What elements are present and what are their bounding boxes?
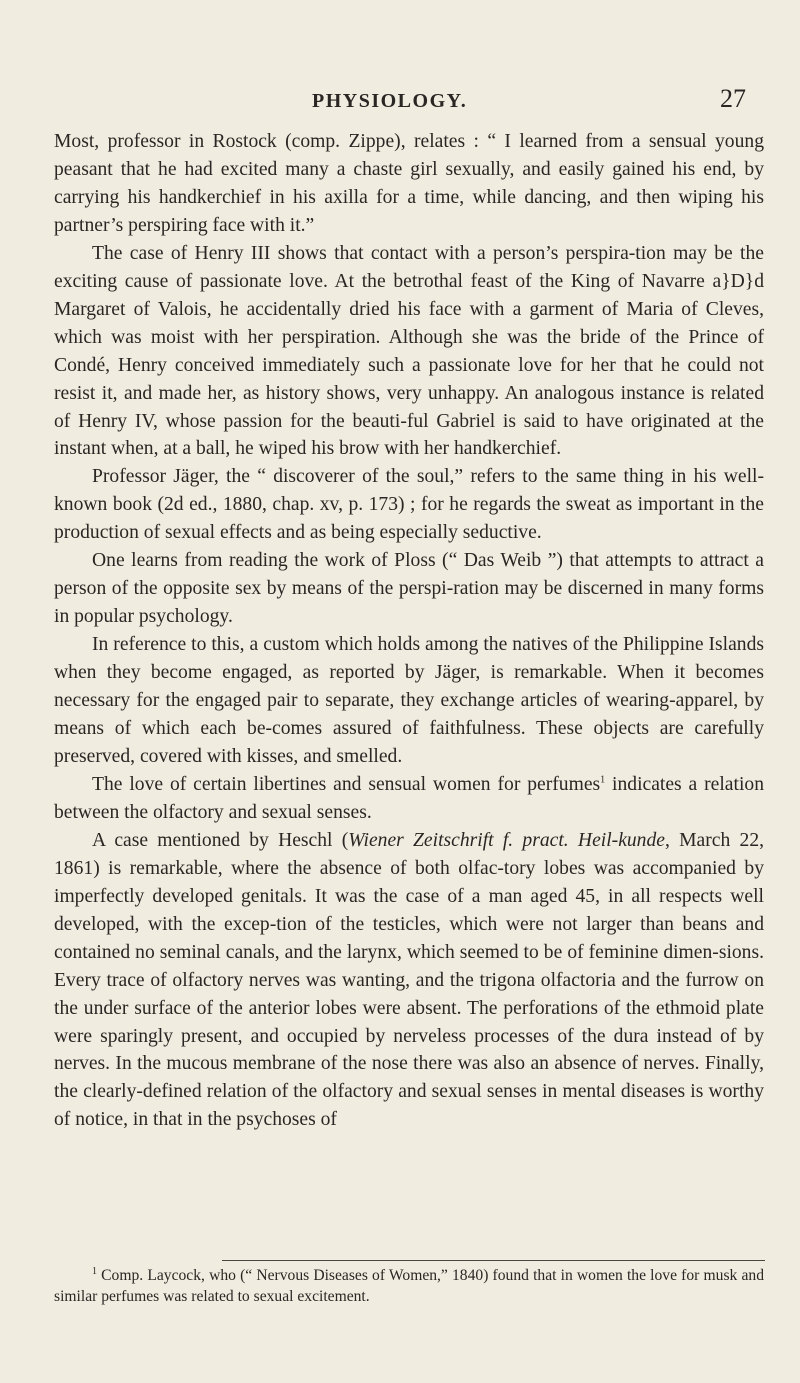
footnote-rule [222,1260,765,1261]
journal-title: Wiener Zeitschrift f. pract. Heil-kunde [348,829,665,851]
body-text [54,128,764,1134]
heschl-text-start: A case mentioned by Heschl ( [92,829,349,851]
perfumes-text: The love of certain libertines and sensual women for perfumes [92,773,601,795]
paragraph-philippine: In reference to this, a custom which holds among the natives of the Philippine Islands when they become engaged, as reported by Jäger, is remarkable. When it becomes necessary for the engaged pair to separate, they exchange articles of wearing-apparel, by means of which each be-comes assured of faithfulness. These objects are carefully preserved, covered with kisses, and smelled. [54,634,764,767]
heschl-text-rest: , March 22, 1861) is remarkable, where the absence of both olfac-tory lobes was accompanied by imperfectly developed genitals. It was the case of a man aged 45, in all respects well developed, with the excep-tion of the testicles, which were not larger than beans and contained no seminal canals, and the larynx, which seemed to be of feminine dimen-sions. Every trace of olfactory nerves was wanting, and the trigona olfactoria and the furrow on the under surface of the anterior lobes were absent. The perforations of the ethmoid plate were sparingly present, and occupied by nerveless processes of the dura instead of by nerves. In the mucous membrane of the nose there was also an absence of nerves. Finally, the clearly-defined relation of the olfactory and sexual senses in mental diseases is worthy of notice, in that in the psychoses of [54,829,765,1131]
page-number: 27 [720,84,746,113]
footnote-text: Comp. Laycock, who (“ Nervous Diseases of Women,” 1840) found that in women the love for musk and similar perfumes was related to sexual excitement. [54,1267,764,1305]
paragraph-henry-iii: The case of Henry III shows that contact with a person’s perspira-tion may be the exciting cause of passionate love. At the betrothal feast of the King of Navarre a}D}d Margaret of Valois, he accidentally dried his face with a garment of Maria of Cleves, which was moist with her perspiration. Although she was the bride of the Prince of Condé, Henry conceived immediately such a passionate love for her that he could not resist it, and made her, as history shows, very unhappy. An analogous instance is related of Henry IV, whose passion for the beauti-ful Gabriel is said to have originated at the instant when, at a ball, he wiped his brow with her handkerchief. [54,242,764,460]
paragraph-perfumes [54,771,764,827]
footnote-marker: 1 [92,1265,97,1277]
perfumes-text-end: indicates a relation between the olfactory and sexual senses. [54,773,764,823]
paragraph-ploss: One learns from reading the work of Ploss (“ Das Weib ”) that attempts to attract a person of the opposite sex by means of the perspi-ration may be discerned in many forms in popular psychology. [54,550,764,628]
paragraph-heschl [54,827,764,1134]
paragraph-most-rostock: Most, professor in Rostock (comp. Zippe), relates : “ I learned from a sensual young peasant that he had excited many a chaste girl sexually, and easily gained his end, by carrying his handkerchief in his axilla for a time, while dancing, and then wiping his partner’s perspiring face with it.” [54,131,764,236]
footnote [54,1265,764,1307]
paragraph-jager: Professor Jäger, the “ discoverer of the soul,” refers to the same thing in his well-known book (2d ed., 1880, chap. xv, p. 173) ; for he regards the sweat as important in the production of sexual effects and as being especially seductive. [54,466,764,544]
running-head: PHYSIOLOGY. [312,90,468,112]
footnote-reference: 1 [600,774,606,786]
